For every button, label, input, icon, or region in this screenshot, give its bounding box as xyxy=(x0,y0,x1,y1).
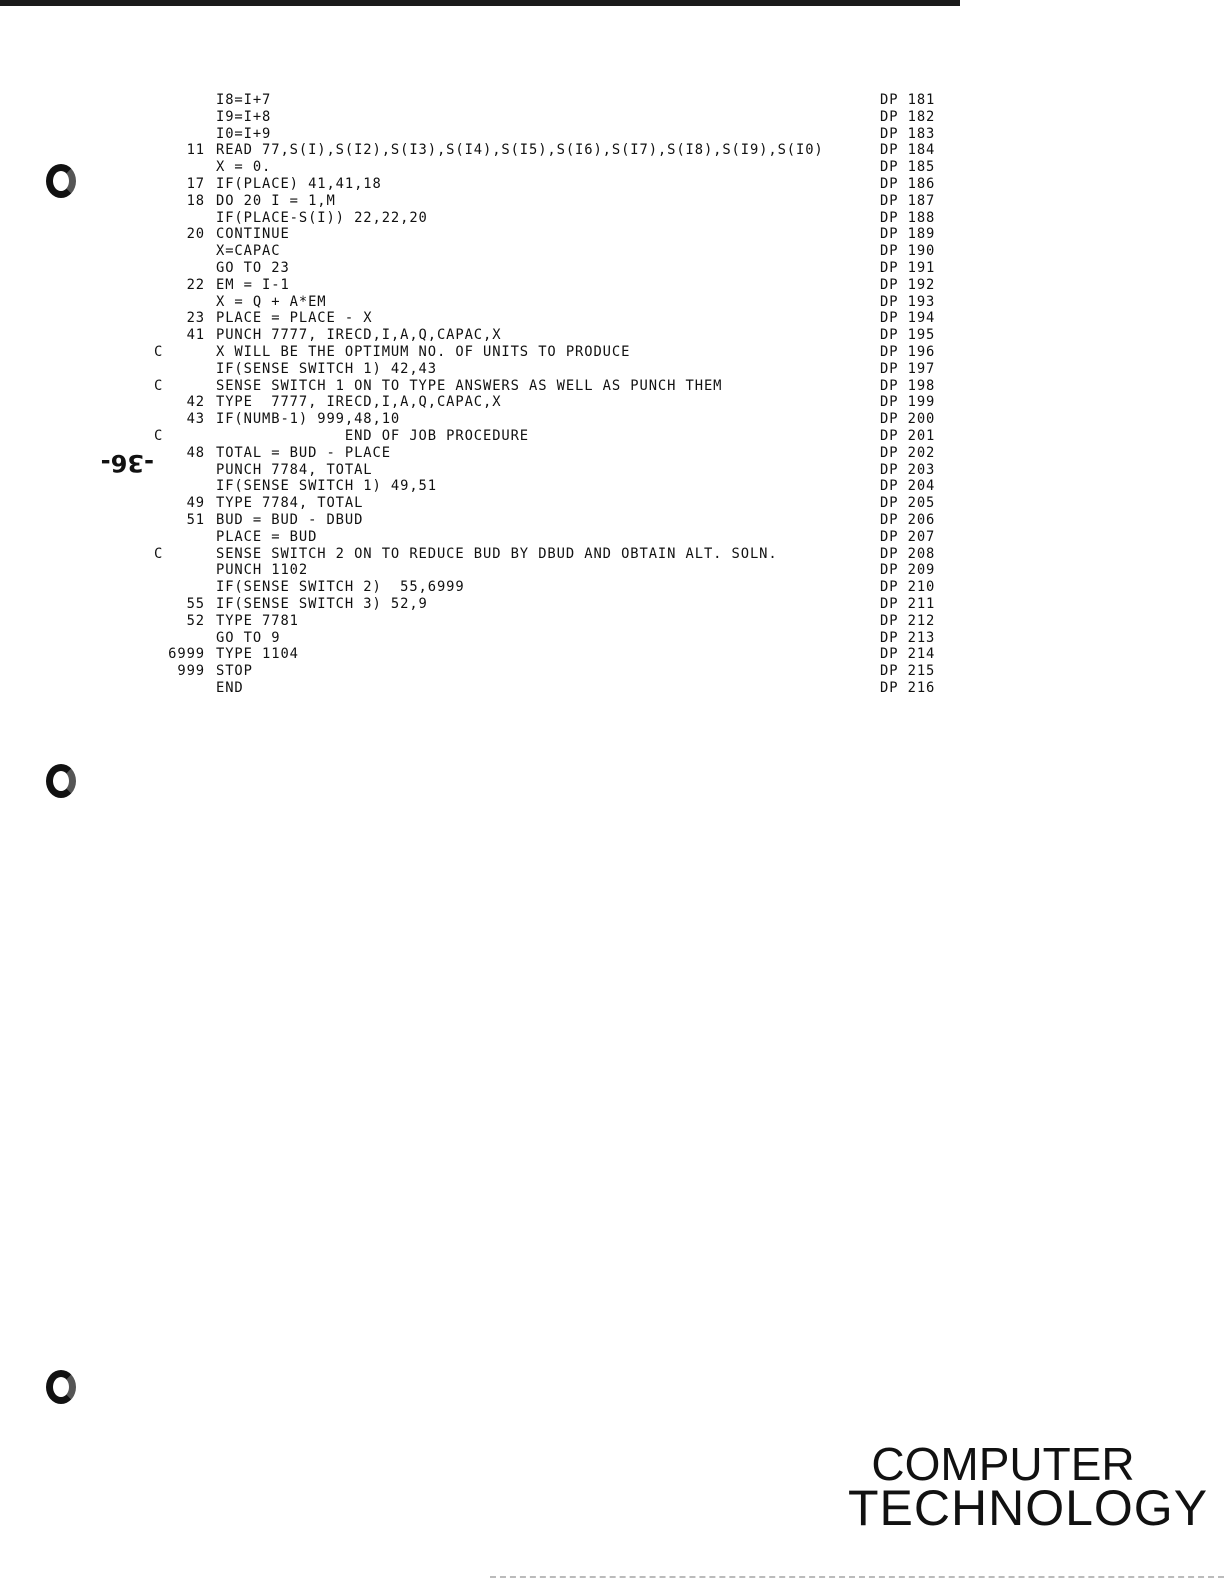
sequence-number: DP 200 xyxy=(880,411,936,428)
statement-text: IF(PLACE) 41,41,18 xyxy=(216,175,382,192)
comment-marker: C xyxy=(154,377,164,394)
comment-marker: C xyxy=(154,343,164,360)
sequence-number: DP 202 xyxy=(880,444,936,461)
statement-text: I0=I+9 xyxy=(216,125,272,142)
code-line xyxy=(150,562,950,579)
sequence-number: DP 213 xyxy=(880,629,936,646)
sequence-number: DP 189 xyxy=(880,226,936,243)
statement-text: TYPE 7781 xyxy=(216,612,299,629)
sequence-number: DP 193 xyxy=(880,293,936,310)
statement-text: PUNCH 1102 xyxy=(216,562,309,579)
statement-text: GO TO 23 xyxy=(216,259,290,276)
statement-label: 20 xyxy=(186,226,205,243)
statement-text: I8=I+7 xyxy=(216,92,272,108)
statement-text: EM = I-1 xyxy=(216,276,290,293)
code-line xyxy=(150,260,950,277)
statement-text: X=CAPAC xyxy=(216,243,281,260)
sequence-number: DP 205 xyxy=(880,495,936,512)
sequence-number: DP 215 xyxy=(880,663,936,680)
code-line xyxy=(150,596,950,613)
code-line xyxy=(150,478,950,495)
sequence-number: DP 198 xyxy=(880,377,936,394)
code-line xyxy=(150,142,950,159)
sequence-number: DP 197 xyxy=(880,360,936,377)
brand-line-1: COMPUTER xyxy=(871,1438,1135,1490)
binder-hole-bottom xyxy=(46,1370,76,1404)
statement-label: 48 xyxy=(186,444,205,461)
statement-text: TYPE 1104 xyxy=(216,646,299,663)
statement-text: IF(SENSE SWITCH 1) 42,43 xyxy=(216,360,437,377)
code-line xyxy=(150,445,950,462)
code-line xyxy=(150,327,950,344)
code-line xyxy=(150,529,950,546)
sequence-number: DP 195 xyxy=(880,327,936,344)
binder-hole-top xyxy=(46,164,76,198)
statement-text: TYPE 7784, TOTAL xyxy=(216,495,364,512)
statement-text: TOTAL = BUD - PLACE xyxy=(216,444,391,461)
statement-label: 52 xyxy=(186,612,205,629)
sequence-number: DP 191 xyxy=(880,259,936,276)
sequence-number: DP 210 xyxy=(880,579,936,596)
sequence-number: DP 209 xyxy=(880,562,936,579)
code-line xyxy=(150,394,950,411)
code-line xyxy=(150,630,950,647)
sequence-number: DP 194 xyxy=(880,310,936,327)
code-line xyxy=(150,546,950,563)
code-line xyxy=(150,294,950,311)
sequence-number: DP 192 xyxy=(880,276,936,293)
statement-text: DO 20 I = 1,M xyxy=(216,192,336,209)
statement-label: 11 xyxy=(186,142,205,159)
fortran-code-listing xyxy=(150,92,950,697)
sequence-number: DP 186 xyxy=(880,175,936,192)
sequence-number: DP 183 xyxy=(880,125,936,142)
statement-text: STOP xyxy=(216,663,253,680)
sequence-number: DP 211 xyxy=(880,595,936,612)
code-line xyxy=(150,361,950,378)
statement-text: PUNCH 7777, IRECD,I,A,Q,CAPAC,X xyxy=(216,327,502,344)
sequence-number: DP 188 xyxy=(880,209,936,226)
sequence-number: DP 212 xyxy=(880,612,936,629)
statement-label: 49 xyxy=(186,495,205,512)
statement-text: PLACE = PLACE - X xyxy=(216,310,373,327)
brand-logo xyxy=(848,1438,1209,1536)
page-number: -36- xyxy=(100,449,154,477)
sequence-number: DP 182 xyxy=(880,108,936,125)
statement-label: 999 xyxy=(177,663,205,680)
statement-label: 51 xyxy=(186,511,205,528)
comment-marker: C xyxy=(154,545,164,562)
statement-text: CONTINUE xyxy=(216,226,290,243)
statement-text: IF(SENSE SWITCH 3) 52,9 xyxy=(216,595,428,612)
statement-text: IF(NUMB-1) 999,48,10 xyxy=(216,411,401,428)
statement-text: I9=I+8 xyxy=(216,108,272,125)
sequence-number: DP 201 xyxy=(880,427,936,444)
sequence-number: DP 206 xyxy=(880,511,936,528)
code-line xyxy=(150,176,950,193)
sequence-number: DP 199 xyxy=(880,394,936,411)
code-line xyxy=(150,378,950,395)
sequence-number: DP 203 xyxy=(880,461,936,478)
code-line xyxy=(150,193,950,210)
sequence-number: DP 187 xyxy=(880,192,936,209)
statement-label: 55 xyxy=(186,595,205,612)
statement-text: PUNCH 7784, TOTAL xyxy=(216,461,373,478)
statement-text: X = 0. xyxy=(216,159,272,176)
brand-line-2: TECHNOLOGY xyxy=(848,1480,1209,1536)
bottom-scan-edge xyxy=(490,1576,1224,1578)
code-line xyxy=(150,210,950,227)
sequence-number: DP 207 xyxy=(880,528,936,545)
statement-text: PLACE = BUD xyxy=(216,528,318,545)
statement-text: BUD = BUD - DBUD xyxy=(216,511,364,528)
code-line xyxy=(150,411,950,428)
sequence-number: DP 196 xyxy=(880,343,936,360)
code-line xyxy=(150,126,950,143)
code-line xyxy=(150,109,950,126)
statement-label: 43 xyxy=(186,411,205,428)
code-line xyxy=(150,680,950,697)
statement-label: 42 xyxy=(186,394,205,411)
code-line xyxy=(150,663,950,680)
statement-text: END xyxy=(216,679,244,696)
comment-marker: C xyxy=(154,427,164,444)
code-line xyxy=(150,310,950,327)
code-line xyxy=(150,462,950,479)
code-line xyxy=(150,226,950,243)
code-line xyxy=(150,613,950,630)
statement-label: 41 xyxy=(186,327,205,344)
sequence-number: DP 181 xyxy=(880,92,936,108)
code-line xyxy=(150,428,950,445)
statement-text: X = Q + A*EM xyxy=(216,293,327,310)
statement-label: 22 xyxy=(186,276,205,293)
statement-text: X WILL BE THE OPTIMUM NO. OF UNITS TO PRODUCE xyxy=(216,343,631,360)
statement-label: 23 xyxy=(186,310,205,327)
statement-label: 17 xyxy=(186,175,205,192)
sequence-number: DP 185 xyxy=(880,159,936,176)
code-line xyxy=(150,344,950,361)
statement-label: 6999 xyxy=(168,646,205,663)
statement-text: IF(SENSE SWITCH 1) 49,51 xyxy=(216,478,437,495)
code-line xyxy=(150,646,950,663)
statement-text: GO TO 9 xyxy=(216,629,281,646)
top-scan-edge xyxy=(0,0,960,6)
sequence-number: DP 216 xyxy=(880,679,936,696)
code-line xyxy=(150,495,950,512)
code-line xyxy=(150,92,950,109)
statement-text: TYPE 7777, IRECD,I,A,Q,CAPAC,X xyxy=(216,394,502,411)
statement-label: 18 xyxy=(186,192,205,209)
binder-hole-middle xyxy=(46,764,76,798)
statement-text: IF(PLACE-S(I)) 22,22,20 xyxy=(216,209,428,226)
statement-text: IF(SENSE SWITCH 2) 55,6999 xyxy=(216,579,465,596)
statement-text: SENSE SWITCH 2 ON TO REDUCE BUD BY DBUD AND OBTAIN ALT. SOLN. xyxy=(216,545,778,562)
statement-text: SENSE SWITCH 1 ON TO TYPE ANSWERS AS WELL AS PUNCH THEM xyxy=(216,377,723,394)
sequence-number: DP 184 xyxy=(880,142,936,159)
sequence-number: DP 190 xyxy=(880,243,936,260)
code-line xyxy=(150,277,950,294)
code-line xyxy=(150,243,950,260)
statement-text: END OF JOB PROCEDURE xyxy=(216,427,530,444)
sequence-number: DP 214 xyxy=(880,646,936,663)
statement-text: READ 77,S(I),S(I2),S(I3),S(I4),S(I5),S(I6),S(I7),S(I8),S(I9),S(I0) xyxy=(216,142,824,159)
code-line xyxy=(150,159,950,176)
sequence-number: DP 204 xyxy=(880,478,936,495)
sequence-number: DP 208 xyxy=(880,545,936,562)
code-line xyxy=(150,579,950,596)
code-line xyxy=(150,512,950,529)
